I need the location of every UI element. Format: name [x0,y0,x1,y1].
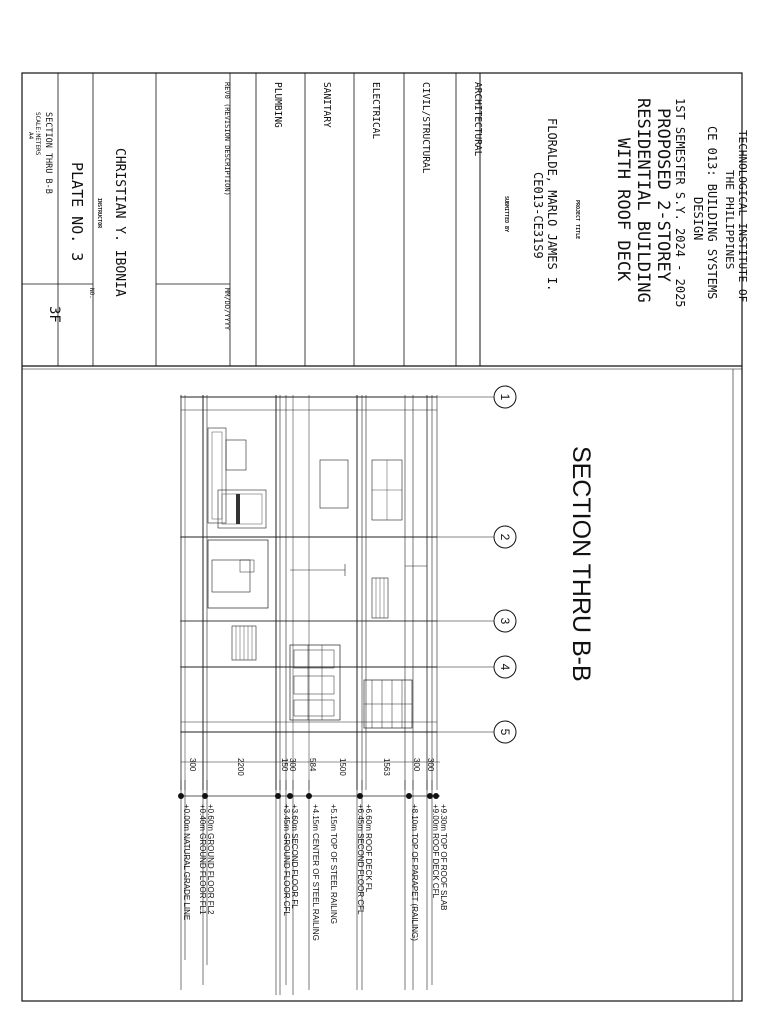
level-label-second-floor-fl: +3.60m SECOND FLOOR FL [290,804,299,909]
instructor-name: CHRISTIAN Y. IBONIA [112,148,127,297]
dimension-label: 1500 [338,758,347,776]
instructor-label: INSTRUCTOR [96,198,102,229]
svg-text:2: 2 [498,533,512,541]
level-label-roof-deck-cfl: +9.00m ROOF DECK CFL [431,804,440,899]
grid-bubble-3 [494,610,516,632]
drawing-title: SECTION THRU B-B [567,446,595,682]
grid-bubble-4 [494,656,516,678]
dimension-label: 300 [188,758,197,772]
grid-bubble-2 [494,526,516,548]
level-label-top-of-steel-railing: +5.15m TOP OF STEEL RAILING [329,804,338,924]
level-annotations [182,804,448,941]
submitted-by-label: SUBMITTED BY [503,196,509,233]
dimension-labels [188,758,435,776]
grid-bubble-5 [494,721,516,743]
sheet-title-small: SECTION THRU B-B [43,112,53,194]
dimension-label: 300 [426,758,435,772]
discipline-civil-structural: CIVIL/STRUCTURAL [420,82,431,174]
plate-number: PLATE NO. 3 [68,162,86,262]
scale-label: SCALE:METERS [34,112,41,156]
paper-size: A4 [27,132,34,140]
project-line2: RESIDENTIAL BUILDING [633,98,653,303]
discipline-architectural: ARCHITECTURAL [472,82,483,157]
building-section [181,395,437,790]
svg-text:1: 1 [498,393,512,401]
discipline-electrical: ELECTRICAL [370,82,381,140]
course-line2: DESIGN [691,197,705,241]
student-section: CE013-CE31S9 [531,172,545,259]
sheet-number: 3F [46,306,62,323]
discipline-sanitary: SANITARY [321,82,332,128]
dimension-label: 300 [412,758,421,772]
revision-date: MM/DD/YYYY [223,288,231,331]
project-line3: WITH ROOF DECK [613,138,633,282]
semester: 1ST SEMESTER S.Y. 2024 - 2025 [673,98,687,308]
dimension-label: 2200 [236,758,245,776]
revision-description: REV0 (REVISION DESCRIPTION) [223,82,231,196]
course-line1: CE 013: BUILDING SYSTEMS [705,126,719,300]
level-label-natural-grade-line: +0.00m NATURAL GRADE LINE [182,804,191,921]
level-label-ground-floor-fl1: +0.40m GROUND FLOOR FL1 [198,804,207,915]
level-label-center-of-steel-railing: +4.15m CENTER OF STEEL RAILING [311,804,320,941]
level-label-top-of-roof-slab: +9.30m TOP OF ROOF SLAB [439,804,448,911]
grid-lines [180,397,495,732]
level-label-second-floor-cfl: +6.45m SECOND FLOOR CFL [356,804,365,915]
svg-text:4: 4 [498,663,512,671]
dimension-label: 1563 [382,758,391,776]
discipline-plumbing: PLUMBING [272,82,283,128]
dimension-label: 300 [288,758,297,772]
no-label: NO. [88,288,95,299]
dimension-label: 150 [280,758,289,772]
level-label-ground-floor-cfl: +3.45m GROUND FLOOR CFL [282,804,291,916]
school-line2: THE PHILIPPINES [723,170,736,270]
project-title-label: PROJECT TITLE [574,200,580,240]
level-label-top-of-parapet: +8.10m TOP OF PARAPET (RAILING) [410,804,419,941]
student-name: FLORALDE, MARLO JAMES I. [545,118,559,292]
school-line1: TECHNOLOGICAL INSTITUTE OF [736,130,749,303]
level-label-roof-deck-fl: +6.60m ROOF DECK FL [364,804,373,893]
project-line1: PROPOSED 2-STOREY [653,108,673,282]
dimension-label: 584 [308,758,317,772]
level-label-ground-floor-fl2: +0.60m GROUND FLOOR FL2 [206,804,215,915]
svg-text:3: 3 [498,617,512,625]
grid-bubble-1 [494,386,516,408]
svg-text:5: 5 [498,728,512,736]
